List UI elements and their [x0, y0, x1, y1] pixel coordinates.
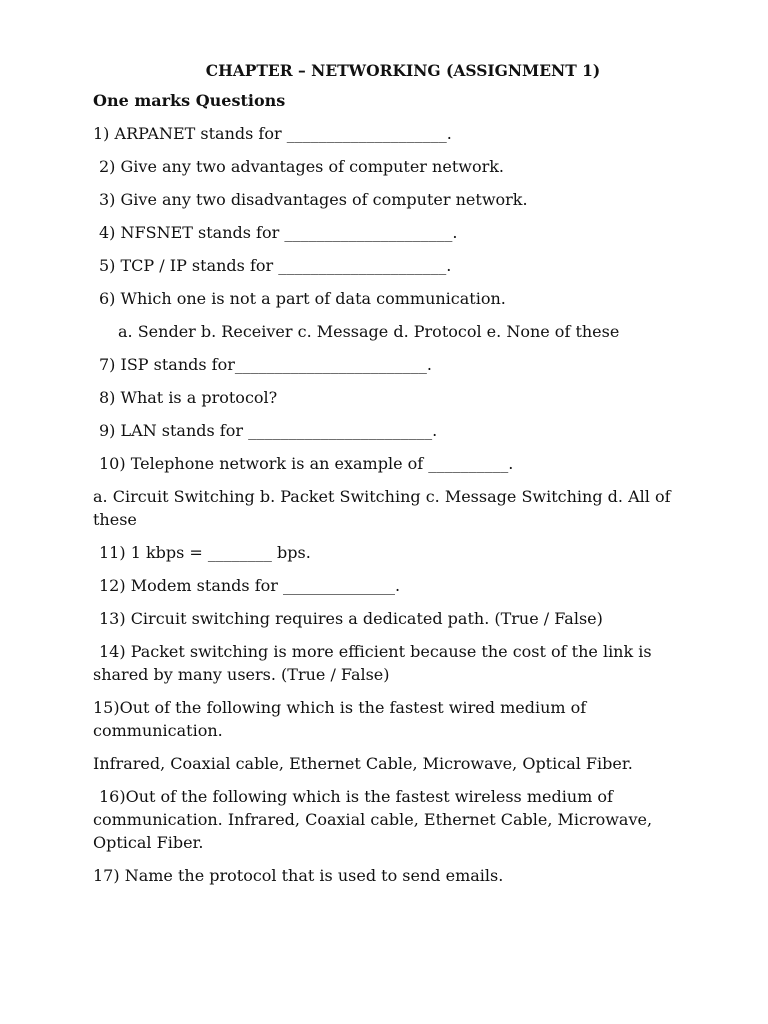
question-6: 6) Which one is not a part of data communication.: [99, 289, 506, 308]
question-16: 16)Out of the following which is the fastest wireless medium of communication. Infrared, Coaxial cable, Ethernet Cable, Microwave, Optical Fiber.: [93, 787, 653, 852]
question-13: 13) Circuit switching requires a dedicated path. (True / False): [99, 609, 603, 628]
question-14: 14) Packet switching is more efficient because the cost of the link is shared by many users. (True / False): [93, 642, 652, 684]
question-9: 9) LAN stands for _______________________.: [99, 421, 438, 440]
question-17: 17) Name the protocol that is used to send emails.: [93, 866, 504, 885]
question-11: 11) 1 kbps = ________ bps.: [99, 543, 311, 562]
question-8: 8) What is a protocol?: [99, 388, 278, 407]
question-15-options: Infrared, Coaxial cable, Ethernet Cable, Microwave, Optical Fiber.: [93, 754, 633, 773]
page-title: CHAPTER – NETWORKING (ASSIGNMENT 1): [205, 61, 601, 80]
question-10-options: a. Circuit Switching b. Packet Switching c. Message Switching d. All of these: [93, 487, 671, 529]
section-heading: One marks Questions: [93, 91, 286, 110]
question-4: 4) NFSNET stands for _____________________.: [99, 223, 458, 242]
question-3: 3) Give any two disadvantages of computer network.: [99, 190, 528, 209]
question-5: 5) TCP / IP stands for _____________________.: [99, 256, 452, 275]
question-12: 12) Modem stands for ______________.: [99, 576, 401, 595]
question-10: 10) Telephone network is an example of __________.: [99, 454, 514, 473]
question-6-options: a. Sender b. Receiver c. Message d. Protocol e. None of these: [118, 322, 620, 341]
assignment-page: [93, 58, 693, 897]
question-15: 15)Out of the following which is the fastest wired medium of communication.: [93, 698, 587, 740]
question-2: 2) Give any two advantages of computer network.: [99, 157, 504, 176]
question-1: 1) ARPANET stands for ____________________.: [93, 124, 452, 143]
question-7: 7) ISP stands for________________________.: [99, 355, 432, 374]
